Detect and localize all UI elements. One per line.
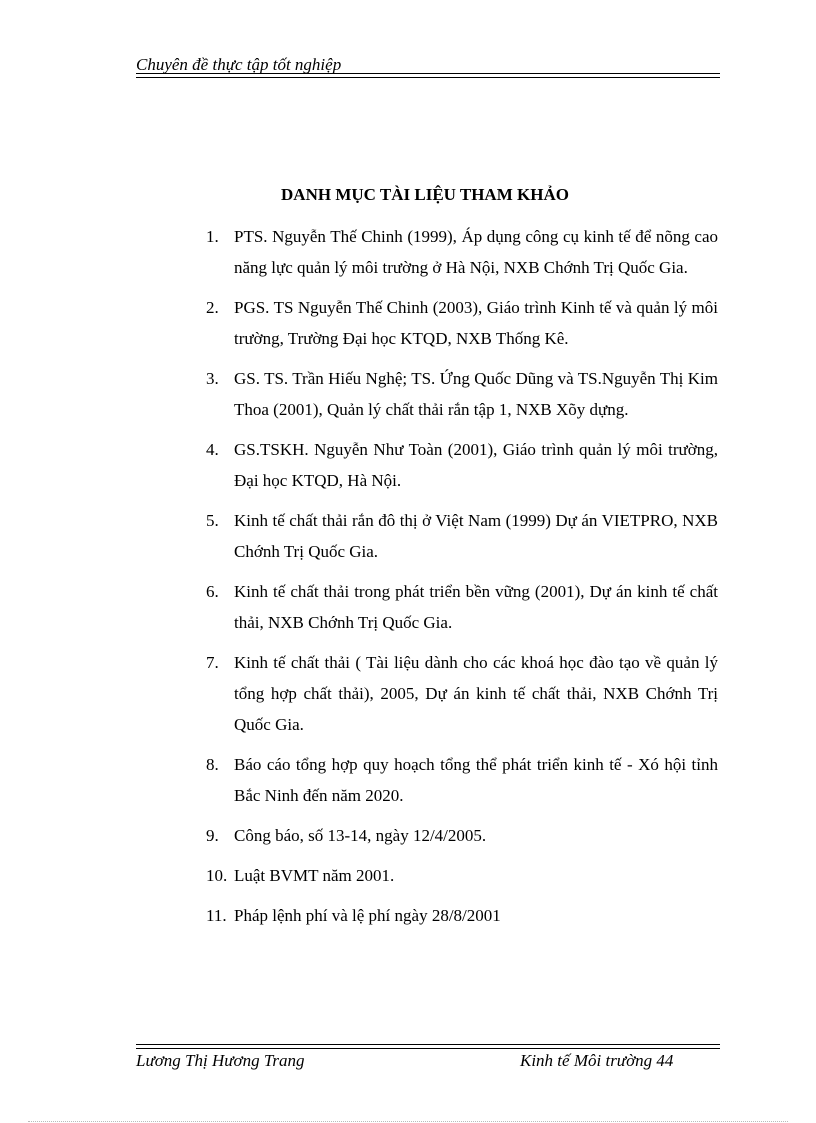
reference-item <box>206 292 718 354</box>
page-edge-divider <box>28 1121 788 1122</box>
reference-number: 5. <box>206 511 219 530</box>
reference-list <box>206 221 718 940</box>
reference-text: Công báo, số 13-14, ngày 12/4/2005. <box>234 826 487 845</box>
reference-number: 4. <box>206 440 219 459</box>
reference-text: Kinh tế chất thải trong phát triển bền vững (2001), Dự án kinh tế chất thải, NXB Chớnh Trị Quốc Gia. <box>234 582 718 632</box>
reference-item <box>206 820 718 851</box>
reference-item <box>206 860 718 891</box>
reference-number: 6. <box>206 582 219 601</box>
page-title-text: DANH MỤC TÀI LIỆU THAM KHẢO <box>281 185 569 204</box>
reference-number: 2. <box>206 298 219 317</box>
reference-number: 9. <box>206 826 219 845</box>
reference-number: 3. <box>206 369 219 388</box>
page-header <box>136 55 720 75</box>
reference-item <box>206 434 718 496</box>
reference-number: 8. <box>206 755 219 774</box>
reference-item <box>206 576 718 638</box>
page-title <box>0 183 816 207</box>
reference-text: Kinh tế chất thải rắn đô thị ở Việt Nam (1999) Dự án VIETPRO, NXB Chớnh Trị Quốc Gia. <box>234 511 718 561</box>
reference-text: GS.TSKH. Nguyễn Như Toàn (2001), Giáo trình quản lý môi trường, Đại học KTQD, Hà Nội. <box>234 440 718 490</box>
reference-item <box>206 221 718 283</box>
reference-text: PGS. TS Nguyễn Thế Chinh (2003), Giáo trình Kinh tế và quản lý môi trường, Trường Đại học KTQD, NXB Thống Kê. <box>234 298 718 348</box>
reference-item <box>206 749 718 811</box>
reference-text: Pháp lệnh phí và lệ phí ngày 28/8/2001 <box>234 906 501 925</box>
reference-number: 11. <box>206 906 227 925</box>
reference-text: Luật BVMT năm 2001. <box>234 866 395 885</box>
reference-item <box>206 647 718 740</box>
footer-class: Kinh tế Môi trường 44 <box>520 1051 674 1070</box>
reference-text: GS. TS. Trần Hiếu Nghệ; TS. Ứng Quốc Dũng và TS.Nguyễn Thị Kim Thoa (2001), Quản lý chất thải rắn tập 1, NXB Xõy dựng. <box>234 369 718 419</box>
footer-author: Lương Thị Hương Trang <box>136 1051 305 1070</box>
reference-item <box>206 363 718 425</box>
header-double-rule <box>136 73 720 78</box>
reference-number: 7. <box>206 653 219 672</box>
footer-double-rule <box>136 1044 720 1049</box>
reference-item <box>206 505 718 567</box>
reference-item <box>206 900 718 931</box>
reference-number: 1. <box>206 227 219 246</box>
reference-text: Báo cáo tổng hợp quy hoạch tổng thể phát triển kinh tế - Xó hội tỉnh Bắc Ninh đến năm 2020. <box>234 755 718 805</box>
header-title: Chuyên đề thực tập tốt nghiệp <box>136 55 342 74</box>
reference-number: 10. <box>206 866 228 885</box>
reference-text: Kinh tế chất thải ( Tài liệu dành cho các khoá học đào tạo về quản lý tổng hợp chất thải), 2005, Dự án kinh tế chất thải, NXB Chớnh Trị Quốc Gia. <box>234 653 718 734</box>
reference-text: PTS. Nguyễn Thế Chinh (1999), Áp dụng công cụ kinh tế để nõng cao năng lực quản lý môi trường ở Hà Nội, NXB Chớnh Trị Quốc Gia. <box>234 227 718 277</box>
